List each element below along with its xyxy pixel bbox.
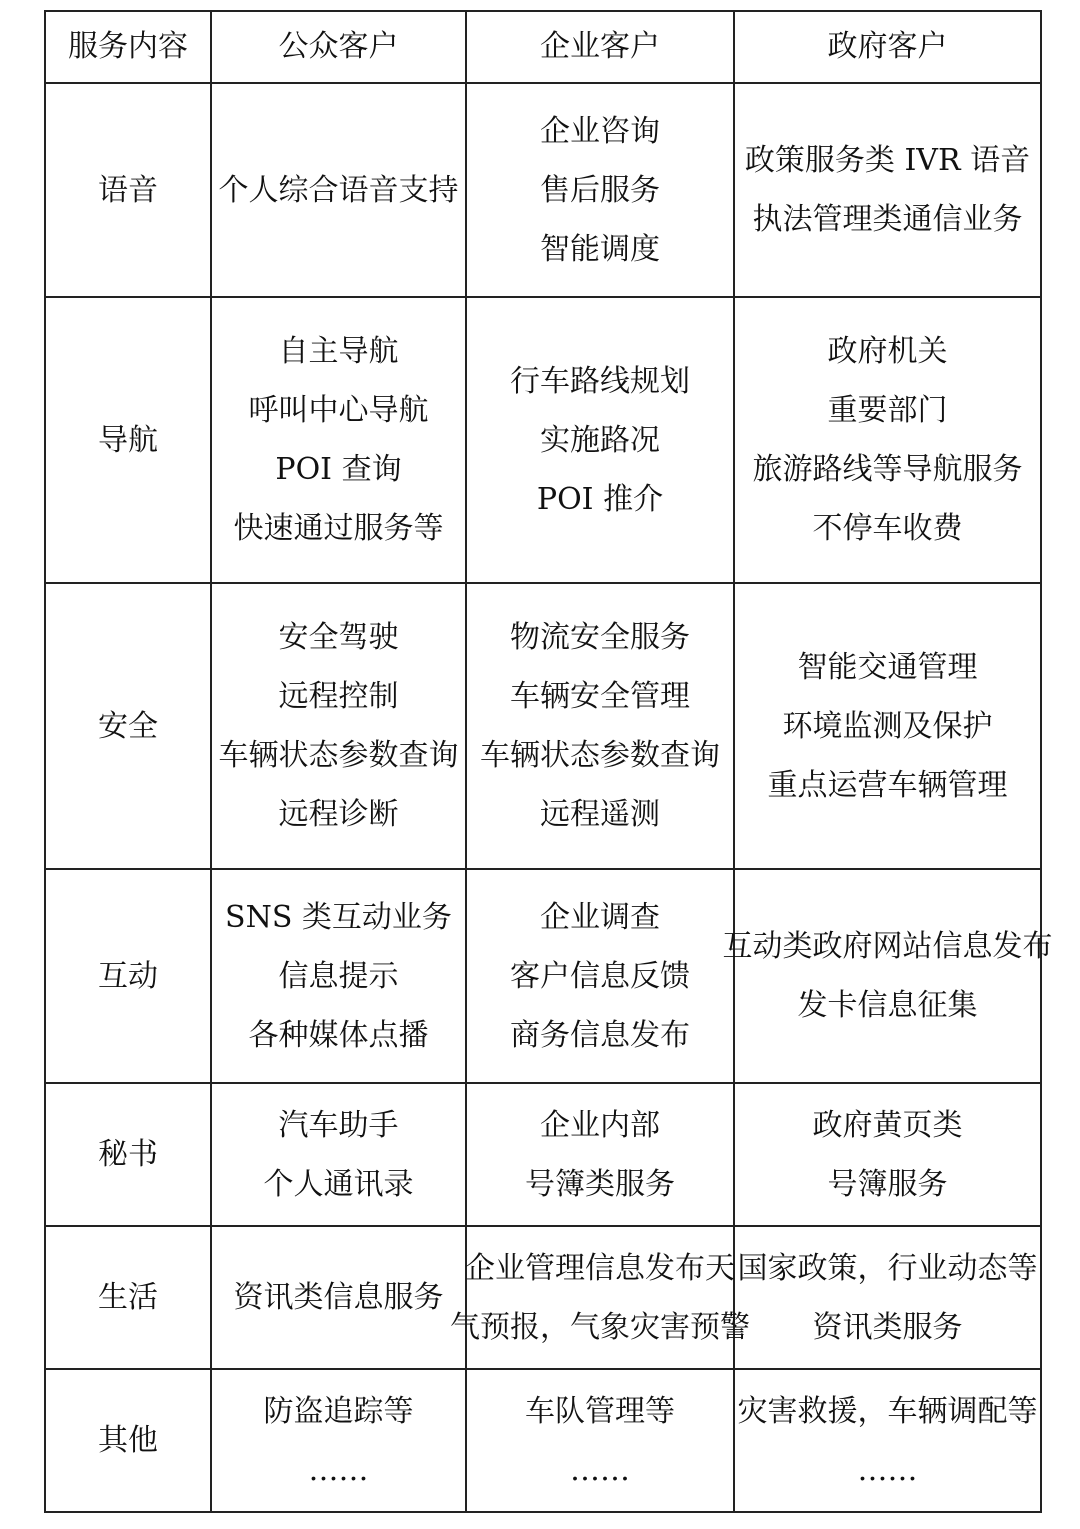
cell-line: 客户信息反馈 xyxy=(510,958,690,994)
cell-line: 车辆状态参数查询 xyxy=(218,738,459,773)
cell-line: POI 推介 xyxy=(536,481,664,517)
public-cell xyxy=(211,1226,466,1369)
cell-line: SNS 类互动业务 xyxy=(225,899,452,935)
header-row xyxy=(45,11,1041,83)
cell-line: 灾害救援，车辆调配等 xyxy=(737,1393,1038,1429)
cell-line: 自主导航 xyxy=(278,334,399,369)
category-cell: 秘书 xyxy=(45,1083,211,1226)
cell-line: 企业管理信息发布天 xyxy=(465,1250,735,1286)
government-cell xyxy=(722,869,1053,1083)
table-row xyxy=(45,869,1041,1083)
header-public-customer: 公众客户 xyxy=(211,11,466,83)
cell-line: 环境监测及保护 xyxy=(782,708,993,744)
cell-line: 安全驾驶 xyxy=(278,620,399,655)
government-cell xyxy=(734,297,1041,583)
public-cell xyxy=(211,869,466,1083)
cell-line: 执法管理类通信业务 xyxy=(752,202,1023,237)
public-cell xyxy=(211,1369,466,1512)
cell-line: 企业咨询 xyxy=(540,113,660,149)
cell-line: 快速通过服务等 xyxy=(233,511,444,546)
cell-line: 企业调查 xyxy=(540,899,660,935)
public-cell xyxy=(211,297,466,583)
cell-line: 不停车收费 xyxy=(812,511,963,546)
cell-line: 信息提示 xyxy=(278,958,399,994)
cell-line: POI 查询 xyxy=(275,452,402,487)
cell-line: 旅游路线等导航服务 xyxy=(752,452,1023,487)
table-row xyxy=(45,583,1041,869)
category-cell: 语音 xyxy=(45,83,211,297)
cell-line: 远程诊断 xyxy=(278,797,399,832)
cell-line: 呼叫中心导航 xyxy=(248,393,429,428)
cell-line: 号簿类服务 xyxy=(525,1166,675,1202)
cell-line: 行车路线规划 xyxy=(510,363,690,399)
cell-line: 商务信息发布 xyxy=(510,1017,690,1053)
government-cell xyxy=(734,83,1041,297)
category-cell: 生活 xyxy=(45,1226,211,1369)
cell-line: 个人综合语音支持 xyxy=(218,172,459,208)
cell-line: 发卡信息征集 xyxy=(797,988,978,1023)
enterprise-cell xyxy=(466,297,734,583)
cell-line: 个人通讯录 xyxy=(263,1166,414,1202)
header-enterprise-customer: 企业客户 xyxy=(466,11,734,83)
cell-line: 各种媒体点播 xyxy=(248,1017,429,1053)
cell-line: 远程遥测 xyxy=(540,797,660,832)
enterprise-cell xyxy=(466,1083,734,1226)
government-cell xyxy=(734,1369,1041,1512)
table-row xyxy=(45,83,1041,297)
cell-line: 国家政策，行业动态等 xyxy=(737,1250,1038,1286)
cell-line: 资讯类信息服务 xyxy=(233,1280,444,1315)
service-table xyxy=(44,10,1053,1513)
cell-line: 物流安全服务 xyxy=(510,620,690,655)
government-cell xyxy=(734,1083,1041,1226)
category-cell: 安全 xyxy=(45,583,211,869)
table-row xyxy=(45,1083,1041,1226)
enterprise-cell xyxy=(466,1369,734,1512)
cell-line: 号簿服务 xyxy=(827,1166,948,1202)
cell-line: 远程控制 xyxy=(278,679,399,714)
enterprise-cell xyxy=(466,83,734,297)
cell-line: 政府黄页类 xyxy=(812,1107,963,1143)
cell-line: 资讯类服务 xyxy=(812,1309,963,1345)
table-row xyxy=(45,1226,1041,1369)
category-cell: 互动 xyxy=(45,869,211,1083)
table-row xyxy=(45,297,1041,583)
cell-line: 重要部门 xyxy=(827,393,948,428)
cell-line: 政府机关 xyxy=(827,334,948,369)
enterprise-cell xyxy=(450,1226,750,1369)
cell-line: …… xyxy=(570,1452,630,1488)
enterprise-cell xyxy=(466,869,734,1083)
cell-line: 汽车助手 xyxy=(278,1107,399,1143)
cell-line: 重点运营车辆管理 xyxy=(767,767,1008,803)
cell-line: 实施路况 xyxy=(540,422,660,458)
cell-line: 智能交通管理 xyxy=(797,649,978,685)
header-service-content: 服务内容 xyxy=(45,11,211,83)
cell-line: 企业内部 xyxy=(540,1107,660,1143)
table-row xyxy=(45,1369,1041,1512)
cell-line: …… xyxy=(308,1452,369,1488)
cell-line: 车队管理等 xyxy=(525,1393,675,1429)
cell-line: …… xyxy=(857,1452,918,1488)
header-government-customer: 政府客户 xyxy=(734,11,1041,83)
cell-line: 防盗追踪等 xyxy=(263,1393,414,1429)
public-cell xyxy=(211,83,466,297)
government-cell xyxy=(734,583,1041,869)
cell-line: 政策服务类 IVR 语音 xyxy=(744,143,1031,178)
category-cell: 导航 xyxy=(45,297,211,583)
cell-line: 智能调度 xyxy=(540,231,660,267)
public-cell xyxy=(211,583,466,869)
cell-line: 车辆安全管理 xyxy=(510,679,690,714)
cell-line: 车辆状态参数查询 xyxy=(480,738,720,773)
cell-line: 售后服务 xyxy=(540,172,660,208)
enterprise-cell xyxy=(466,583,734,869)
cell-line: 互动类政府网站信息发布 xyxy=(722,929,1053,964)
government-cell xyxy=(734,1226,1041,1369)
category-cell: 其他 xyxy=(45,1369,211,1512)
cell-line: 气预报，气象灾害预警 xyxy=(450,1309,750,1345)
public-cell xyxy=(211,1083,466,1226)
